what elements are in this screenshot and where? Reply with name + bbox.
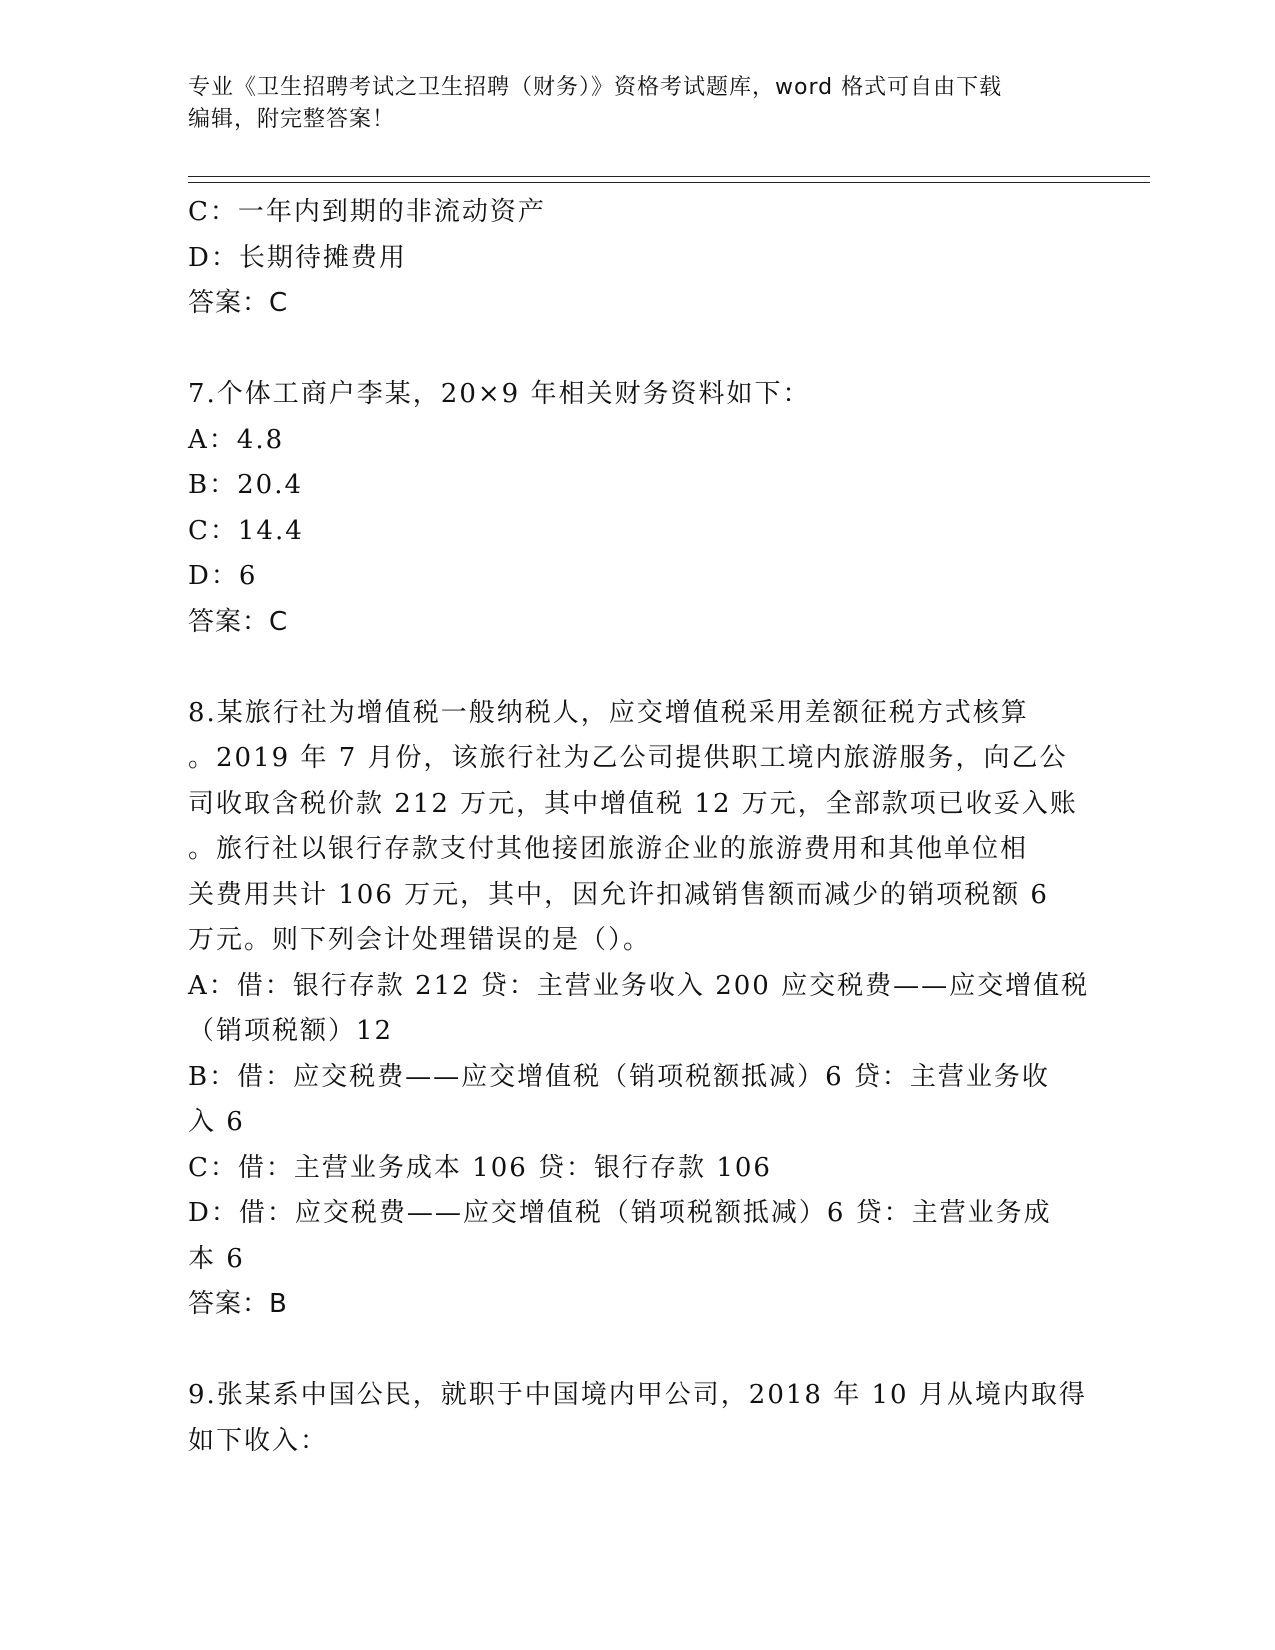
document-header [188, 72, 1068, 136]
spacer [188, 327, 1088, 373]
q8-stem-line: 。2019 年 7 月份，该旅行社为乙公司提供职工境内旅游服务，向乙公 [188, 743, 1068, 773]
q7-stem: 7.个体工商户李某，20×9 年相关财务资料如下： [188, 379, 811, 409]
q7-option-c: C：14.4 [188, 515, 304, 546]
header-rule-bottom [188, 182, 1150, 183]
q7-option-a: A：4.8 [188, 424, 285, 455]
q6-answer: 答案：C [188, 288, 289, 318]
q7-answer: 答案：C [188, 606, 289, 637]
spacer [188, 645, 1088, 691]
q8-option-d-cont: 本 6 [188, 1243, 245, 1274]
q8-stem-line: 司收取含税价款 212 万元，其中增值税 12 万元，全部款项已收妥入账 [188, 788, 1078, 819]
spacer [188, 1328, 1088, 1374]
q8-stem-line: 关费用共计 106 万元，其中，因允许扣减销售额而减少的销项税额 6 [188, 879, 1049, 910]
q8-option-a: A：借：银行存款 212 贷：主营业务收入 200 应交税费——应交增值税 [188, 970, 1090, 1001]
q8-stem-line: 万元。则下列会计处理错误的是（）。 [188, 925, 652, 955]
q6-option-d: D：长期待摊费用 [188, 242, 407, 273]
q8-option-a-cont: （销项税额）12 [188, 1016, 394, 1046]
q7-option-d: D：6 [188, 561, 258, 591]
q8-answer: 答案：B [188, 1289, 288, 1319]
q8-stem-line: 8.某旅行社为增值税一般纳税人，应交增值税采用差额征税方式核算 [188, 697, 1029, 728]
q8-option-b-cont: 入 6 [188, 1107, 245, 1137]
q7-option-b: B：20.4 [188, 470, 303, 500]
q6-option-c: C：一年内到期的非流动资产 [188, 197, 546, 227]
q8-stem-line: 。旅行社以银行存款支付其他接团旅游企业的旅游费用和其他单位相 [188, 834, 1029, 864]
q8-option-c: C：借：主营业务成本 106 贷：银行存款 106 [188, 1152, 772, 1183]
header-line-1: 专业《卫生招聘考试之卫生招聘（财务）》资格考试题库，word 格式可自由下载 [188, 75, 1003, 100]
header-line-2: 编辑，附完整答案！ [188, 107, 396, 132]
q9-stem-line: 如下收入： [188, 1425, 329, 1456]
q9-stem-line: 9.张某系中国公民，就职于中国境内甲公司，2018 年 10 月从境内取得 [188, 1380, 1087, 1410]
document-body [188, 190, 1088, 1464]
q8-option-b: B：借：应交税费——应交增值税（销项税额抵减）6 贷：主营业务收 [188, 1061, 1050, 1092]
q8-option-d: D：借：应交税费——应交增值税（销项税额抵减）6 贷：主营业务成 [188, 1198, 1052, 1228]
header-rule-top [188, 176, 1150, 177]
